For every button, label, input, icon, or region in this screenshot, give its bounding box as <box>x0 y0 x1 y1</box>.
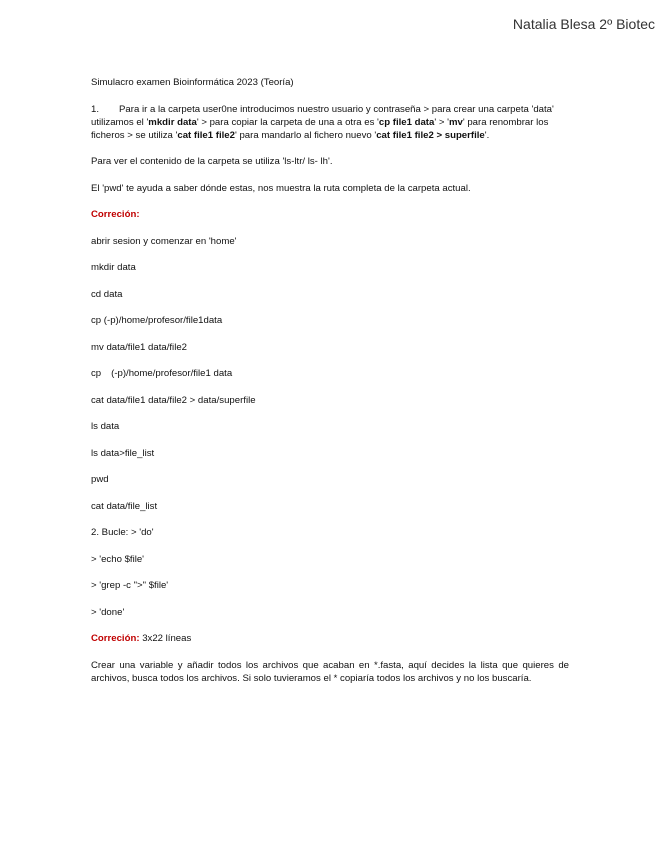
q1-bold-2: cp file1 data <box>378 116 435 128</box>
cp-args: (-p)/home/profesor/file1 data <box>111 368 233 379</box>
final-paragraph: Crear una variable y añadir todos los archivos que acaban en *.fasta, aquí decides la lista que quieres de archivos, busca todos los archivos. Si solo tuvieramos el * copiaría todos los archivos y no los buscaría. <box>91 659 569 684</box>
command-line: cat data/file1 data/file2 > data/superfile <box>91 394 256 406</box>
command-line: cp (-p)/home/profesor/file1data <box>91 315 223 326</box>
q1-number: 1. <box>91 103 100 115</box>
paragraph-ls: Para ver el contenido de la carpeta se utiliza 'ls-ltr/ ls- lh'. <box>91 156 333 167</box>
q1-bold-4: cat file1 file2 <box>177 129 235 141</box>
command-line: cat data/file_list <box>91 500 158 512</box>
q1-bold-5: cat file1 file2 > superfile <box>376 129 485 141</box>
cp-prefix: cp <box>91 368 102 379</box>
correction-2-text: 3x22 líneas <box>142 633 192 644</box>
paragraph-pwd: El 'pwd' te ayuda a saber dónde estas, nos muestra la ruta completa de la carpeta actual. <box>91 182 471 194</box>
command-line <box>91 367 569 380</box>
q1-text-6: '. <box>484 129 490 141</box>
command-line: mkdir data <box>91 262 136 273</box>
header-author: Natalia Blesa 2º Biotec <box>512 16 655 32</box>
q1-text-2: ' > para copiar la carpeta de una a otra es ' <box>196 116 379 128</box>
q1-text-4: ' para renombrar los ficheros > se utiliza ' <box>91 116 549 141</box>
command-line: > 'grep -c ">" $file' <box>91 580 169 591</box>
command-line: abrir sesion y comenzar en 'home' <box>91 235 237 247</box>
q1-text-3: ' > ' <box>434 116 449 128</box>
document-title: Simulacro examen Bioinformática 2023 (Teoría) <box>91 77 294 88</box>
q1-bold-3: mv <box>448 116 463 128</box>
command-line: ls data>file_list <box>91 447 155 459</box>
command-line: cd data <box>91 288 123 300</box>
q1-text-5: ' para mandarlo al fichero nuevo ' <box>234 129 377 141</box>
q1-text-1: Para ir a la carpeta user0ne introducimos nuestro usuario y contraseña > para crear una carpeta 'data' utilizamos el ' <box>91 103 554 128</box>
correction-heading-2: Correción: <box>91 633 140 644</box>
command-line: > 'done' <box>91 606 125 618</box>
q1-bold-1: mkdir data <box>148 116 197 128</box>
command-line: mv data/file1 data/file2 <box>91 341 187 353</box>
command-line: 2. Bucle: > 'do' <box>91 527 154 538</box>
correction-heading-1: Correción: <box>91 209 140 220</box>
command-line: pwd <box>91 474 109 485</box>
command-line: > 'echo $file' <box>91 553 144 565</box>
question-1 <box>91 103 569 142</box>
document-body <box>91 76 569 698</box>
command-line: ls data <box>91 421 120 432</box>
correction-2 <box>91 632 569 645</box>
